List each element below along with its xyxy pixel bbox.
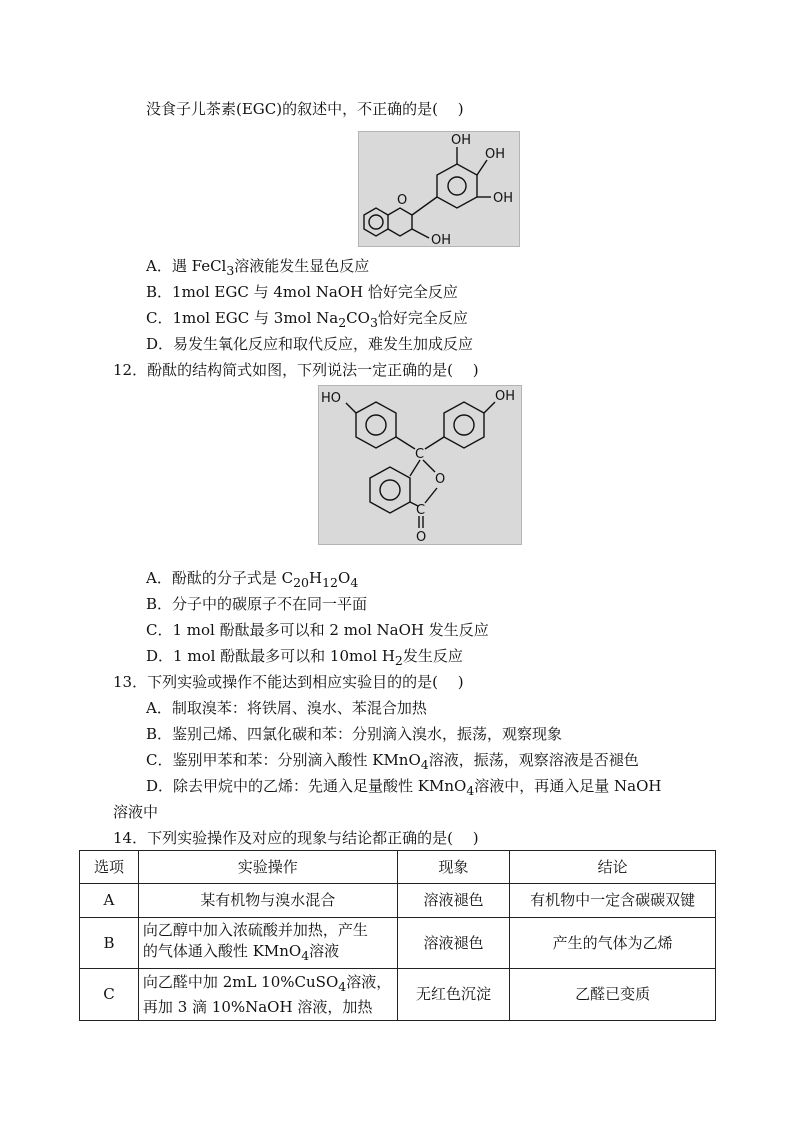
egc-ring-o-label: O	[397, 193, 408, 208]
row-conclusion: 有机物中一定含碳碳双键	[510, 884, 716, 918]
table-header-row	[80, 851, 716, 884]
header-operation: 实验操作	[138, 851, 397, 884]
q13-option-c: C．鉴别甲苯和苯：分别滴入酸性 KMnO$_4$溶液，振荡，观察溶液是否褪色	[146, 751, 639, 772]
row-operation: 向乙醛中加 2mL 10%CuSO$_4$溶液， 再加 3 滴 10%NaOH 溶液，加热	[138, 969, 397, 1021]
row-conclusion: 产生的气体为乙烯	[510, 918, 716, 969]
q12-stem: 12．酚酞的结构简式如图，下列说法一定正确的是( )	[113, 361, 479, 379]
q12-option-a: A．酚酞的分子式是 $C_{20}H_{12}O_4$	[146, 569, 359, 590]
q14-stem: 14．下列实验操作及对应的现象与结论都正确的是( )	[113, 829, 479, 847]
ho-label: HO	[321, 391, 342, 406]
egc-oh-label: OH	[451, 133, 472, 148]
egc-oh-label: OH	[485, 147, 506, 162]
central-carbon-label: C	[415, 447, 425, 462]
row-phenomenon: 无红色沉淀	[397, 969, 510, 1021]
row-phenomenon: 溶液褪色	[397, 884, 510, 918]
q13-option-d-continued: 溶液中	[113, 803, 159, 821]
row-operation: 某有机物与溴水混合	[138, 884, 397, 918]
row-option: B	[80, 918, 139, 969]
carbonyl-carbon-label: C	[416, 503, 426, 518]
phenolphthalein-structure-figure	[318, 385, 522, 545]
egc-structure-figure	[358, 131, 520, 247]
row-option: A	[80, 884, 139, 918]
table-row	[80, 884, 716, 918]
oh-label: OH	[495, 389, 516, 404]
q11-stem: 没食子儿茶素(EGC)的叙述中，不正确的是( )	[146, 100, 464, 118]
header-phenomenon: 现象	[397, 851, 510, 884]
table-row	[80, 918, 716, 969]
q12-option-d: D．1 mol 酚酞最多可以和 10mol $H_2$发生反应	[146, 647, 463, 668]
ring-oxygen-label: O	[435, 472, 446, 487]
q11-option-b: B．1mol EGC 与 4mol NaOH 恰好完全反应	[146, 283, 458, 301]
q13-option-a: A．制取溴苯：将铁屑、溴水、苯混合加热	[146, 699, 427, 717]
row-option: C	[80, 969, 139, 1021]
header-conclusion: 结论	[510, 851, 716, 884]
q11-option-d: D．易发生氧化反应和取代反应，难发生加成反应	[146, 335, 474, 353]
q12-option-c: C．1 mol 酚酞最多可以和 2 mol NaOH 发生反应	[146, 621, 489, 639]
egc-oh-label: OH	[431, 233, 452, 246]
row-phenomenon: 溶液褪色	[397, 918, 510, 969]
carbonyl-oxygen-label: O	[416, 530, 427, 544]
header-option: 选项	[80, 851, 139, 884]
egc-oh-label: OH	[493, 191, 514, 206]
q13-option-d: D．除去甲烷中的乙烯：先通入足量酸性 KMnO$_4$溶液中，再通入足量 NaOH	[146, 777, 662, 798]
experiment-table	[79, 850, 716, 1021]
q13-stem: 13．下列实验或操作不能达到相应实验目的的是( )	[113, 673, 464, 691]
q11-option-a: A．遇 FeCl$_3$溶液能发生显色反应	[146, 257, 370, 278]
q13-option-b: B．鉴别己烯、四氯化碳和苯：分别滴入溴水，振荡，观察现象	[146, 725, 563, 743]
row-conclusion: 乙醛已变质	[510, 969, 716, 1021]
q11-option-c: C．1mol EGC 与 3mol $Na_2CO_3$恰好完全反应	[146, 309, 468, 330]
table-row	[80, 969, 716, 1021]
row-operation: 向乙醇中加入浓硫酸并加热，产生 的气体通入酸性 KMnO$_4$溶液	[138, 918, 397, 969]
q12-option-b: B．分子中的碳原子不在同一平面	[146, 595, 368, 613]
